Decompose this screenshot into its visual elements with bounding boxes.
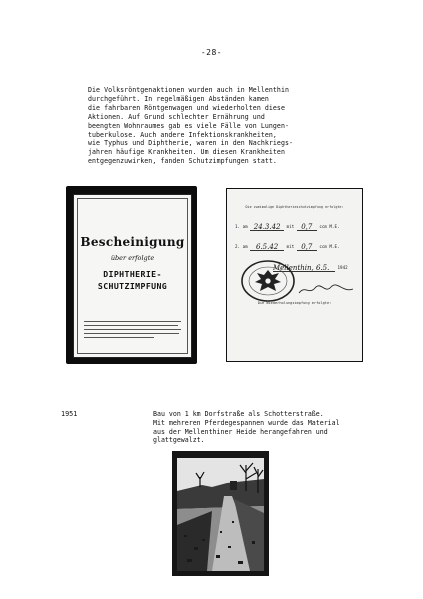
certificate-inside-image [226,188,363,362]
certificate-cover-page [73,194,192,358]
vaccination-date-2: 6.5.42 [256,243,279,251]
paragraph-line: Die Volksröntgenaktionen wurden auch in Mellenthin [88,86,289,94]
paragraph-line: die fahrbaren Röntgenwagen und wiederholten diese [88,103,285,112]
row-mid-label: mit [286,244,295,249]
road-construction-caption [153,410,383,445]
paragraph-line: wie Typhus und Diphtherie, waren in den Nachkriegs- [88,139,294,148]
paragraph-line: tuberkulose. Auch andere Infektionskrankheiten, [88,130,277,139]
vaccination-row-1 [235,222,355,231]
certificate-heading-line2: SCHUTZIMPFUNG [97,281,168,291]
row-unit: ccm M.E. [319,244,340,249]
event-year: 1951 [61,410,78,418]
certificate-subtitle: über erfolgte [110,254,155,262]
row-mid-label: mit [286,224,295,229]
certificate-fine-print [84,321,181,341]
signature-image [297,283,355,297]
paragraph-line: beengten Wohnraumes gab es viele Fälle von Lungen- [88,121,289,130]
official-stamp [239,258,297,304]
row-unit: ccm M.E. [319,224,340,229]
road-photograph [172,451,269,576]
place-date: Mellenthin, 6.5. [273,264,330,272]
road-photograph-drawing [172,451,269,576]
paragraph-line: durchgeführt. In regelmäßigen Abständen kamen [88,94,269,103]
row-label: 2. am [235,244,248,249]
paragraph-line: Aktionen. Auf Grund schlechter Ernährung und [88,112,265,121]
certificate-title: Bescheinigung [80,235,185,249]
caption-line: aus der Mellenthiner Heide herangefahren und [153,427,328,436]
certificate-inside-heading: Die zweimalige Diphtherieschutzimpfung erfolgte: [245,205,344,209]
caption-line: glattgewalzt. [153,436,205,445]
certificate-cover-image [66,186,197,364]
place-year: 1942 [337,265,348,270]
certificate-heading-line1: DIPHTHERIE- [103,269,162,279]
certificate-inside-footer: Die Wiederholungsimpfung erfolgte: [257,301,332,305]
page-number: -28- [200,48,223,57]
intro-paragraph [88,86,378,166]
vaccination-date-1: 24.3.42 [253,223,281,231]
caption-line: Bau von 1 km Dorfstraße als Schotterstraße. [153,410,324,418]
vaccination-dose-1: 0,7 [301,223,313,231]
paragraph-line: entgegenzuwirken, fanden Schutzimpfungen statt. [88,157,277,166]
caption-line: Mit mehreren Pferdegespannen wurde das Material [153,418,340,427]
vaccination-row-2 [235,242,355,251]
vaccination-dose-2: 0,7 [301,243,313,251]
paragraph-line: jahren häufige Krankheiten. Um diesen Krankheiten [88,148,285,157]
row-label: 1. am [235,224,248,229]
